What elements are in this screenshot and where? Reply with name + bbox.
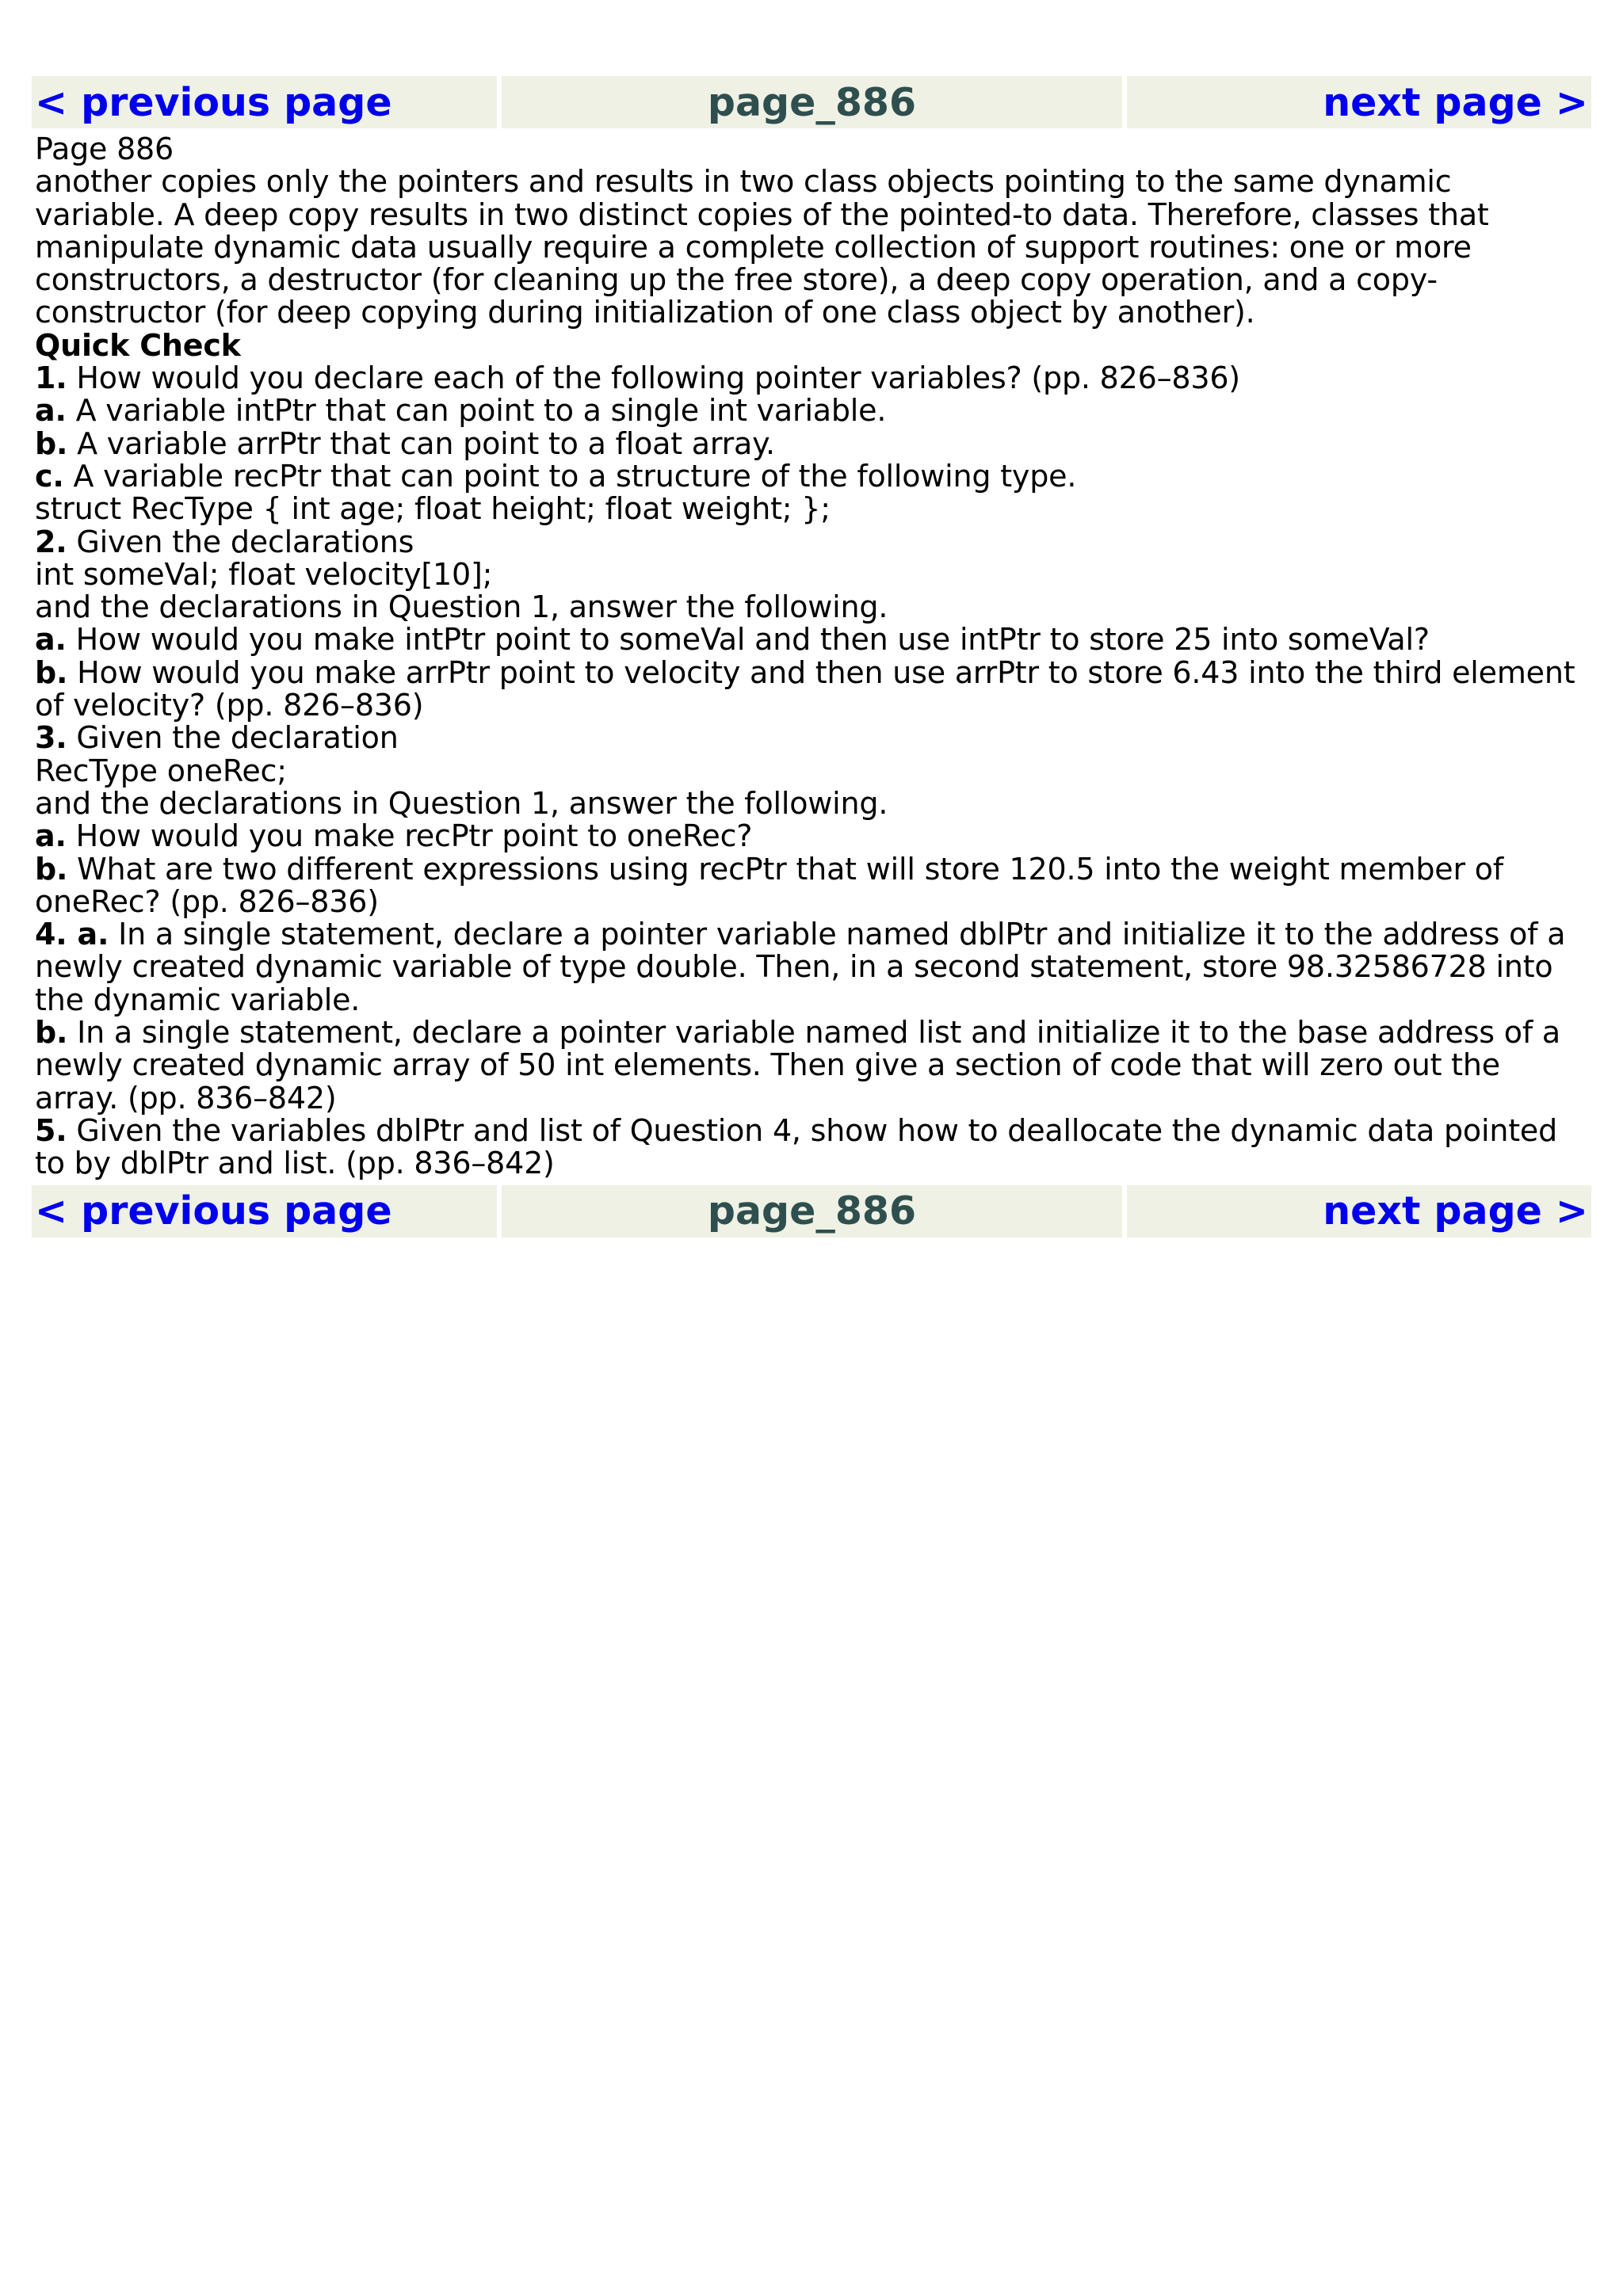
question-text: In a single statement, declare a pointer variable named list and initialize it to the base address of a newly created dynamic array of 50 int elements. Then give a section of code that will zero out the array. (pp. 836–842) (35, 1015, 1560, 1116)
question-text: Given the declaration (67, 720, 399, 756)
page-number-label: Page 886 (35, 132, 174, 166)
question-number: 2. (35, 524, 67, 559)
top-nav-title-cell (502, 76, 1122, 128)
code-line-rectype: struct RecType { int age; float height; float weight; }; (35, 491, 831, 527)
question-number: c. (35, 458, 64, 494)
quick-check-heading (35, 327, 1588, 363)
top-nav-bar (32, 76, 1591, 128)
question-1a (35, 395, 1588, 427)
question-3b (35, 853, 1588, 919)
question-number: b. (35, 1015, 68, 1051)
question-text: A variable recPtr that can point to a structure of the following type. (63, 458, 1077, 494)
bottom-previous-page-link[interactable]: < previous page (35, 1188, 392, 1234)
question-text: What are two different expressions using recPtr that will store 120.5 into the weight member of oneRec? (pp. 826–836) (35, 851, 1503, 919)
code-line-onerec: RecType oneRec; (35, 753, 287, 788)
top-nav-next-cell (1127, 76, 1591, 128)
question-5 (35, 1112, 1588, 1181)
question-4b (35, 1016, 1588, 1115)
question-number: b. (35, 654, 68, 690)
page (32, 76, 1591, 1238)
question-number: 1. (35, 360, 67, 396)
question-text: In a single statement, declare a pointer variable named dblPtr and initialize it to the address of a newly created dynamic variable of type double. Then, in a second statement, store 98.32586728 into the dynamic variable. (35, 917, 1566, 1017)
question-number: b. (35, 851, 68, 887)
question-1c (35, 460, 1588, 493)
question-text: A variable arrPtr that can point to a float array. (67, 425, 775, 461)
top-nav-prev-cell (32, 76, 497, 128)
bottom-page-title: page_886 (707, 1188, 917, 1234)
question-text: Given the variables dblPtr and list of Question 4, show how to deallocate the dynamic data pointed to by dblPtr and list. (pp. 836–842) (35, 1112, 1558, 1181)
page-content (32, 128, 1591, 1185)
question-1 (35, 362, 1588, 395)
bottom-nav-title-cell (502, 1185, 1122, 1238)
top-page-title: page_886 (707, 79, 917, 125)
question-number: 4. a. (35, 917, 109, 952)
question-number: 5. (35, 1112, 67, 1148)
bottom-nav-prev-cell (32, 1185, 497, 1238)
question-text: How would you make intPtr point to someVal and then use intPtr to store 25 into someVal? (66, 622, 1430, 658)
quick-check-heading-text: Quick Check (35, 327, 241, 363)
question-2-followup: and the declarations in Question 1, answer the following. (35, 589, 888, 625)
intro-paragraph: another copies only the pointers and results in two class objects pointing to the same dynamic variable. A deep copy results in two distinct copies of the pointed-to data. Therefore, classes that manipulate dynamic data usually require a complete collection of support routines: one or more constructors, a destructor (for cleaning up the free store), a deep copy operation, and a copy-constructor (for deep copying during initialization of one class object by another). (35, 164, 1489, 330)
question-number: a. (35, 393, 67, 429)
question-number: 3. (35, 720, 67, 756)
question-number: a. (35, 622, 67, 658)
question-2a (35, 624, 1588, 656)
question-text: How would you make arrPtr point to velocity and then use arrPtr to store 6.43 into the third element of velocity? (pp. 826–836) (35, 654, 1575, 723)
question-3a (35, 820, 1588, 852)
question-text: How would you make recPtr point to oneRec? (66, 818, 753, 854)
top-next-page-link[interactable]: next page > (1323, 79, 1588, 125)
question-text: A variable intPtr that can point to a single int variable. (66, 393, 887, 429)
question-4a (35, 918, 1588, 1016)
question-1b (35, 425, 1588, 461)
question-number: a. (35, 818, 67, 854)
question-text: Given the declarations (67, 524, 414, 559)
bottom-nav-next-cell (1127, 1185, 1591, 1238)
code-line-someval: int someVal; float velocity[10]; (35, 556, 493, 592)
question-number: b. (35, 425, 68, 461)
bottom-next-page-link[interactable]: next page > (1323, 1188, 1588, 1234)
bottom-nav-bar (32, 1185, 1591, 1238)
question-2b (35, 654, 1588, 723)
question-3 (35, 722, 1588, 754)
top-previous-page-link[interactable]: < previous page (35, 79, 392, 125)
question-3-followup: and the declarations in Question 1, answer the following. (35, 785, 888, 821)
question-2 (35, 526, 1588, 559)
question-text: How would you declare each of the following pointer variables? (pp. 826–836) (67, 360, 1240, 396)
